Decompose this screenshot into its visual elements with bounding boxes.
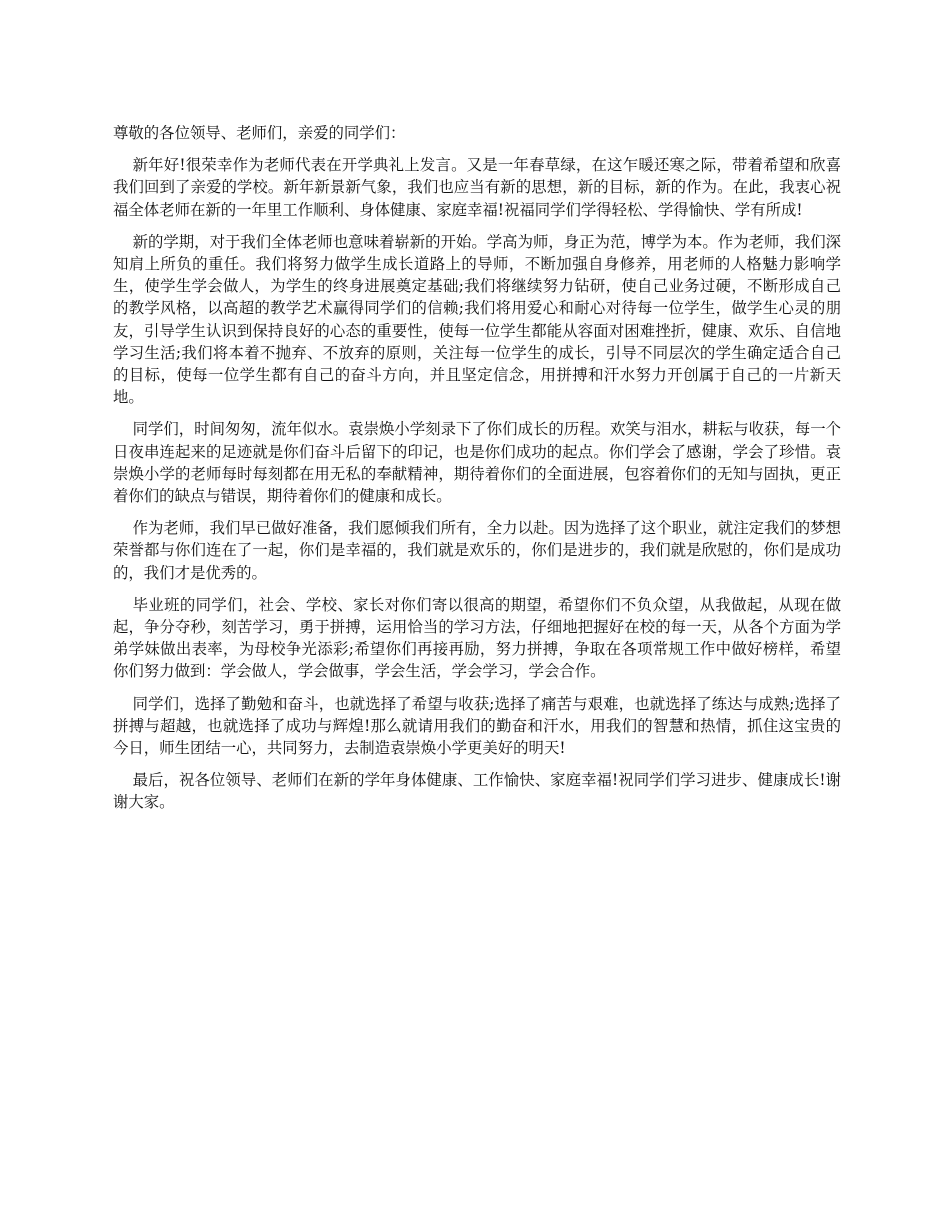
paragraph-greeting: 新年好!很荣幸作为老师代表在开学典礼上发言。又是一年春草绿，在这乍暖还寒之际，带着希望和欣喜我们回到了亲爱的学校。新年新景新气象，我们也应当有新的思想，新的目标，新的作为。在此，我衷心祝福全体老师在新的一年里工作顺利、身体健康、家庭幸福!祝福同学们学得轻松、学得愉快、学有所成! xyxy=(113,156,841,219)
document-page xyxy=(113,122,841,824)
paragraph-new-semester: 新的学期，对于我们全体老师也意味着崭新的开始。学高为师，身正为范，博学为本。作为老师，我们深知肩上所负的重任。我们将努力做学生成长道路上的导师，不断加强自身修养，用老师的人格魅力影响学生，使学生学会做人，为学生的终身进展奠定基础;我们将继续努力钻研，使自己业务过硬，不断形成自己的教学风格，以高超的教学艺术赢得同学们的信赖;我们将用爱心和耐心对待每一位学生，做学生心灵的朋友，引导学生认识到保持良好的心态的重要性，使每一位学生都能从容面对困难挫折，健康、欢乐、自信地学习生活;我们将本着不抛弃、不放弃的原则，关注每一位学生的成长，引导不同层次的学生确定适合自己的目标，使每一位学生都有自己的奋斗方向，并且坚定信念，用拼搏和汗水努力开创属于自己的一片新天地。 xyxy=(113,232,841,407)
paragraph-graduating-class: 毕业班的同学们，社会、学校、家长对你们寄以很高的期望，希望你们不负众望，从我做起，从现在做起，争分夺秒，刻苦学习，勇于拼搏，运用恰当的学习方法，仔细地把握好在校的每一天，从各个方面为学弟学妹做出表率，为母校争光添彩;希望你们再接再励，努力拼搏，争取在各项常规工作中做好榜样，希望你们努力做到：学会做人，学会做事，学会生活，学会学习，学会合作。 xyxy=(113,595,841,681)
paragraph-students-growth: 同学们，时间匆匆，流年似水。袁崇焕小学刻录下了你们成长的历程。欢笑与泪水，耕耘与收获，每一个日夜串连起来的足迹就是你们奋斗后留下的印记，也是你们成功的起点。你们学会了感谢，学会了珍惜。袁崇焕小学的老师每时每刻都在用无私的奉献精神，期待着你们的全面进展，包容着你们的无知与固执，更正着你们的缺点与错误，期待着你们的健康和成长。 xyxy=(113,420,841,506)
paragraph-encouragement: 同学们，选择了勤勉和奋斗，也就选择了希望与收获;选择了痛苦与艰难，也就选择了练达与成熟;选择了拼搏与超越，也就选择了成功与辉煌!那么就请用我们的勤奋和汗水，用我们的智慧和热情，抓住这宝贵的今日，师生团结一心，共同努力，去制造袁崇焕小学更美好的明天! xyxy=(113,694,841,758)
paragraph-closing: 最后，祝各位领导、老师们在新的学年身体健康、工作愉快、家庭幸福!祝同学们学习进步、健康成长!谢谢大家。 xyxy=(113,771,841,812)
paragraph-teachers-commitment: 作为老师，我们早已做好准备，我们愿倾我们所有，全力以赴。因为选择了这个职业，就注定我们的梦想荣誉都与你们连在了一起，你们是幸福的，我们就是欢乐的，你们是进步的，我们就是欣慰的，你们是成功的，我们才是优秀的。 xyxy=(113,519,841,582)
salutation: 尊敬的各位领导、老师们，亲爱的同学们： xyxy=(113,124,406,142)
